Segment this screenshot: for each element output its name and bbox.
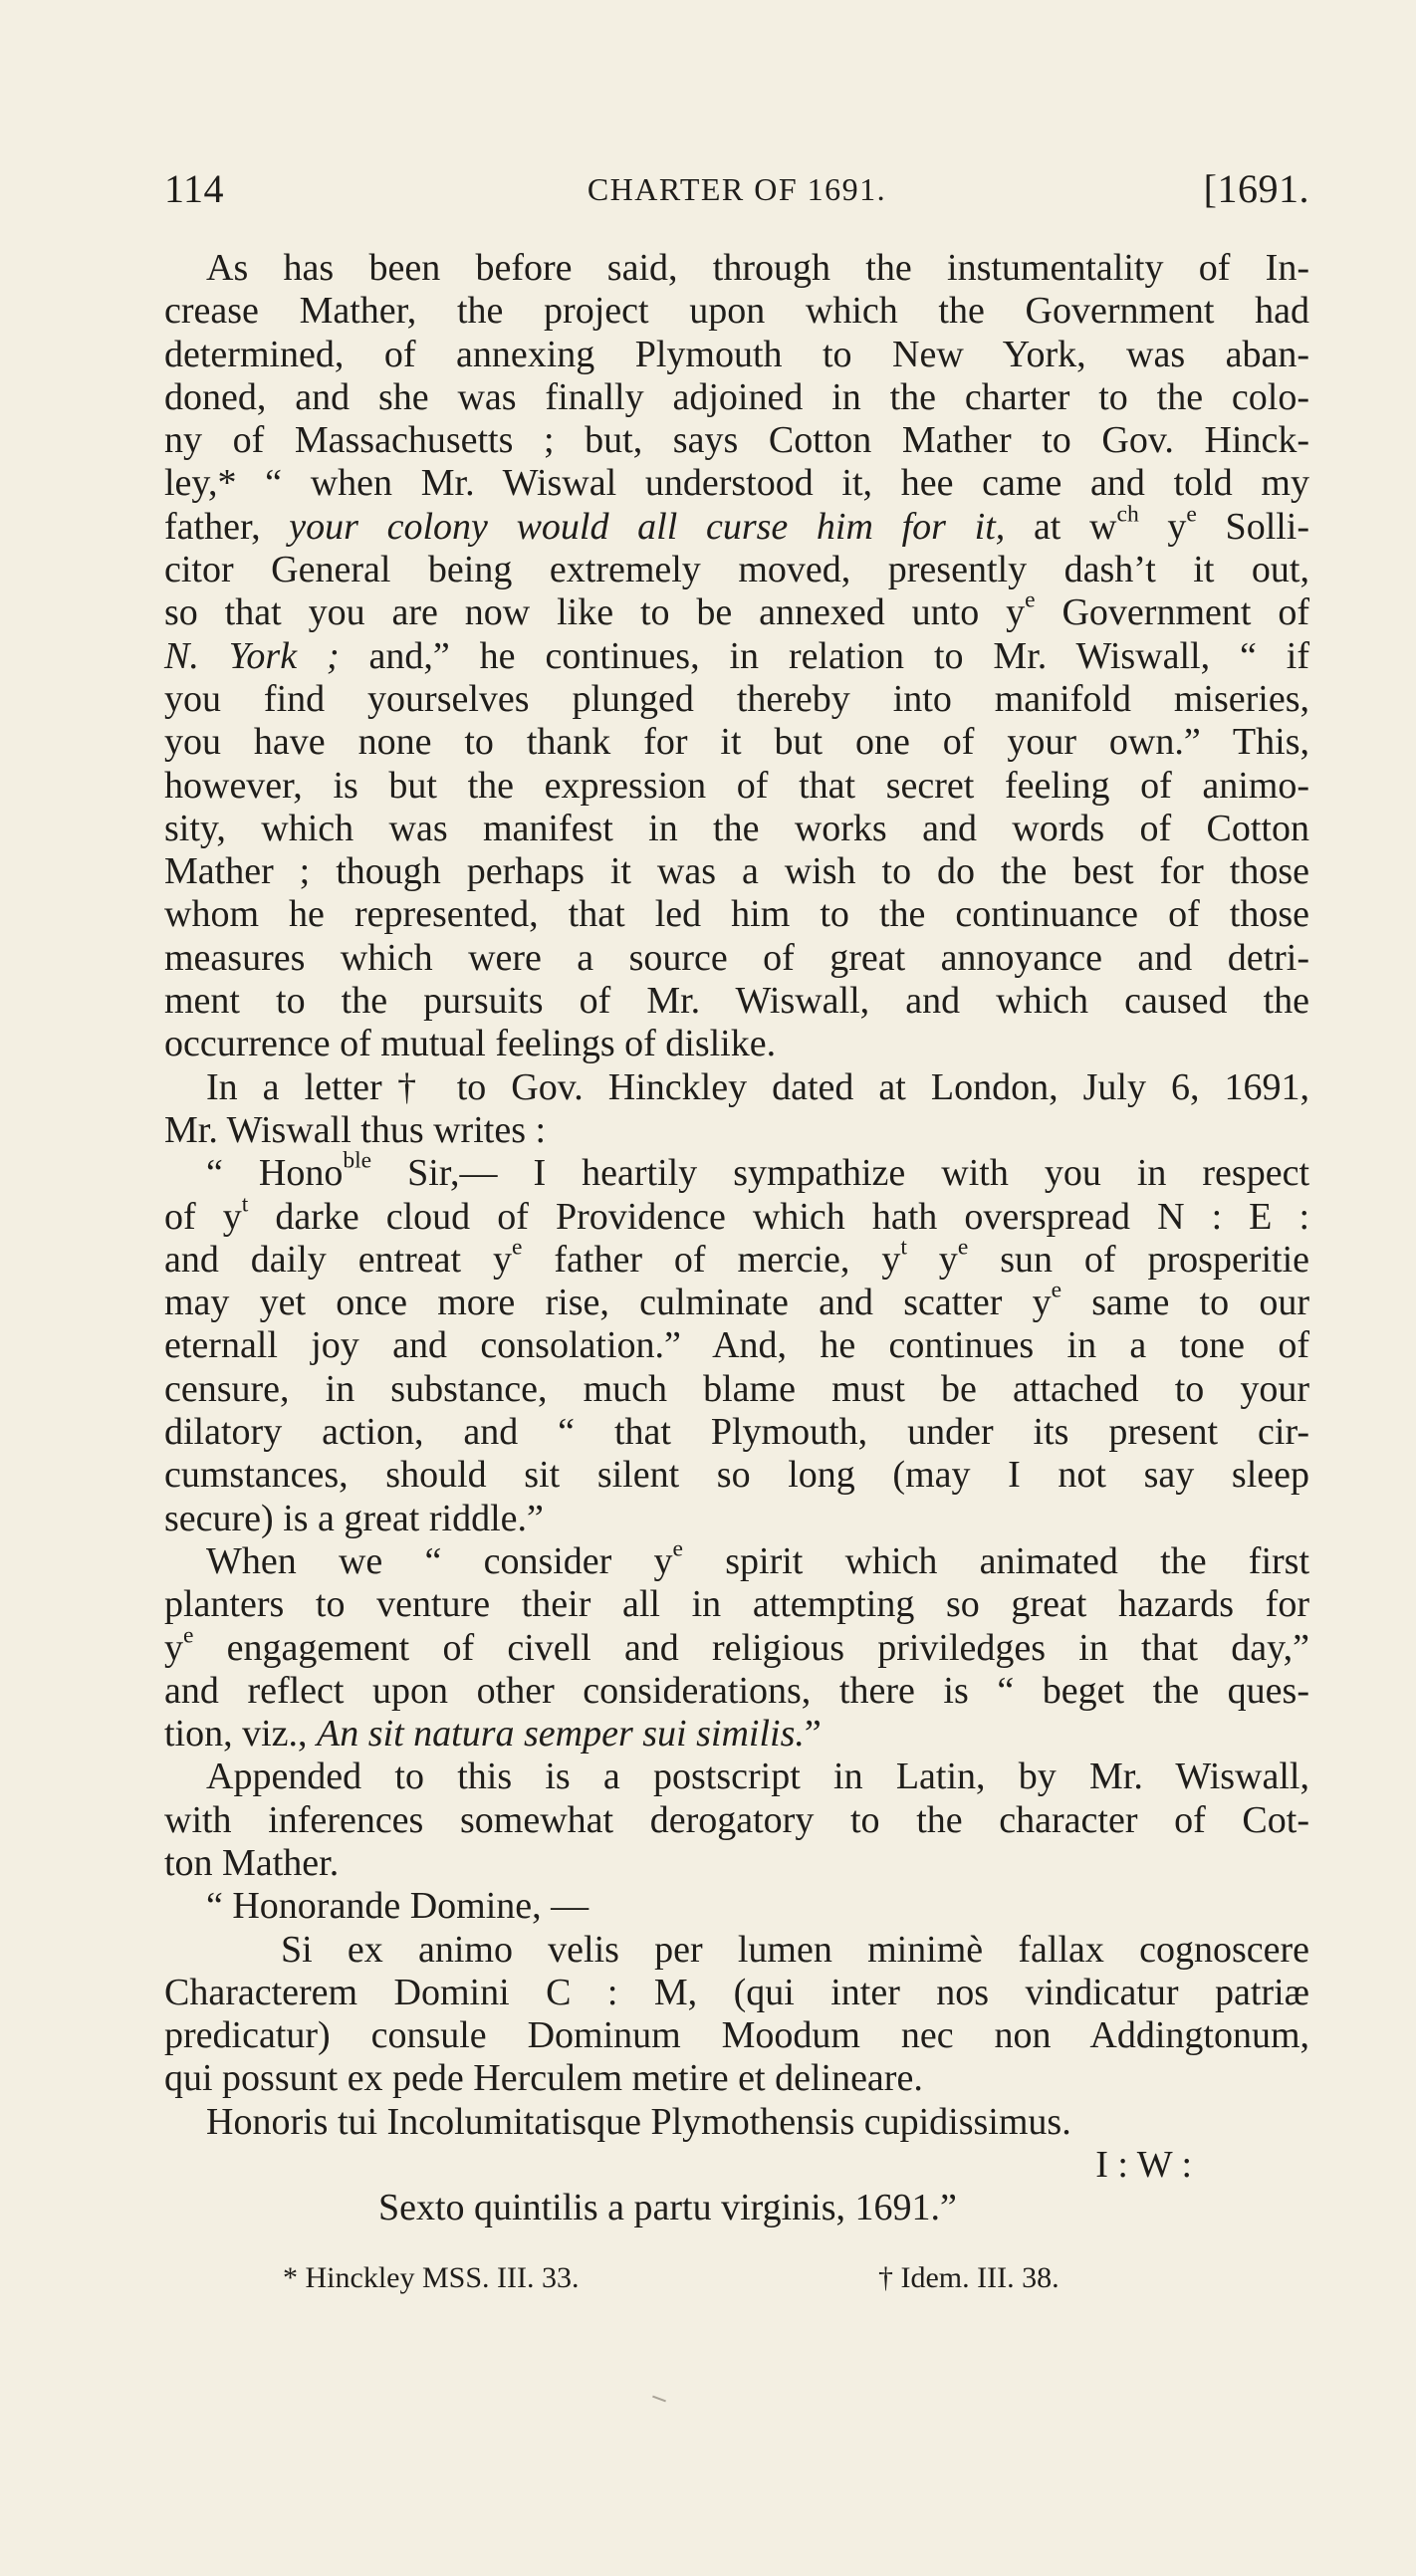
text-line: When we “ consider $y^e$ spirit which animated the first (206, 1535, 1310, 1582)
text-line: Characterem Domini C : M, (qui inter nos vindicatur patriæ (164, 1971, 1309, 2013)
text-line: occurrence of mutual feelings of dislike. (164, 1023, 777, 1065)
text-line: doned, and she was finally adjoined in the charter to the colo- (164, 375, 1309, 418)
text-line: secure) is a great riddle.” (164, 1497, 544, 1539)
text-line: crease Mather, the project upon which the Government had (164, 290, 1309, 333)
text-line: “ Hono$^{ble}$ Sir,— I heartily sympathize with you in respect (206, 1147, 1310, 1195)
text-line: tion, viz., An sit natura semper sui similis.” (164, 1713, 822, 1756)
text-line: ley,* “ when Mr. Wiswal understood it, hee came and told my (164, 462, 1309, 505)
text-line: Appended to this is a postscript in Latin, by Mr. Wiswall, (206, 1756, 1309, 1798)
text-line: ton Mather. (164, 1841, 340, 1884)
text-line: determined, of annexing Plymouth to New York, was aban- (164, 333, 1309, 375)
text-line: whom he represented, that led him to the continuance of those (164, 893, 1309, 936)
text-line: Sexto quintilis a partu virginis, 1691.” (378, 2187, 957, 2229)
text-line: Honoris tui Incolumitatisque Plymothensis cupidissimus. (206, 2100, 1071, 2143)
text-line: you find yourselves plunged thereby into manifold miseries, (164, 677, 1309, 720)
italic-latin: An sit natura semper sui similis. (317, 1713, 805, 1756)
text-line: cumstances, should sit silent so long (may I not say sleep (164, 1454, 1309, 1497)
footnote-2: † Idem. III. 38. (878, 2261, 1060, 2294)
text-line: censure, in substance, much blame must be attached to your (164, 1367, 1309, 1410)
signature-initials: I : W : (1095, 2144, 1192, 2187)
text-line: eternall joy and consolation.” And, he continues in a tone of (164, 1324, 1309, 1367)
text-line: and daily entreat $y^e$ father of mercie, $y^t$ $y^e$ sun of prosperitie (164, 1234, 1310, 1281)
text-line: ment to the pursuits of Mr. Wiswall, and which caused the (164, 980, 1309, 1023)
footnotes (0, 2261, 1416, 2305)
text-line: $y^e$ engagement of civell and religious priviledges in that day,” (164, 1621, 1309, 1669)
text-line: predicatur) consule Dominum Moodum nec non Addingtonum, (164, 2014, 1309, 2057)
body-text (164, 247, 1309, 2230)
paper-speck (652, 2396, 666, 2403)
text-line: “ Honorande Domine, — (206, 1885, 590, 1928)
text-line: Mr. Wiswall thus writes : (164, 1108, 547, 1151)
page-number: 114 (164, 166, 225, 211)
header-year: [1691. (1203, 166, 1309, 211)
text-line: so that you are now like to be annexed unto $y^e$ Government of (164, 586, 1309, 634)
text-line: and reflect upon other considerations, there is “ beget the ques- (164, 1669, 1309, 1712)
text-line: In a letter† to Gov. Hinckley dated at London, July 6, 1691, (206, 1065, 1309, 1108)
text-line: sity, which was manifest in the works and words of Cotton (164, 807, 1309, 849)
text-line: citor General being extremely moved, presently dash’t it out, (164, 549, 1309, 591)
text-line: N. York ; and,” he continues, in relation to Mr. Wiswall, “ if (164, 634, 1309, 677)
running-header (164, 165, 1309, 215)
text-line: dilatory action, and “ that Plymouth, under its present cir- (164, 1411, 1309, 1454)
text-line: planters to venture their all in attempting so great hazards for (164, 1583, 1309, 1626)
text-line: qui possunt ex pede Herculem metire et delineare. (164, 2057, 923, 2100)
text-line: with inferences somewhat derogatory to the character of Cot- (164, 1798, 1309, 1841)
text-line: measures which were a source of great annoyance and detri- (164, 936, 1309, 979)
text-line: however, is but the expression of that secret feeling of animo- (164, 764, 1309, 807)
text-line: As has been before said, through the instumentality of In- (206, 247, 1309, 289)
text-line: you have none to thank for it but one of your own.” This, (164, 721, 1309, 764)
text-line: Si ex animo velis per lumen minimè fallax cognoscere (281, 1928, 1309, 1971)
italic-quote: your colony would all curse him for it, (289, 505, 1006, 548)
text-line: father, your colony would all curse him for it, at $w^{ch}$ $y^e$ Solli- (164, 501, 1310, 548)
text-line: may yet once more rise, culminate and scatter $y^e$ same to our (164, 1277, 1309, 1324)
text-line: Mather ; though perhaps it was a wish to do the best for those (164, 850, 1309, 893)
italic-place: N. York ; (164, 634, 340, 677)
footnote-1: * Hinckley MSS. III. 33. (283, 2261, 580, 2294)
text-line: ny of Massachusetts ; but, says Cotton Mather to Gov. Hinck- (164, 419, 1309, 462)
text-line: of $y^t$ darke cloud of Providence which hath overspread N : E : (164, 1190, 1310, 1238)
running-title: CHARTER OF 1691. (587, 171, 887, 207)
